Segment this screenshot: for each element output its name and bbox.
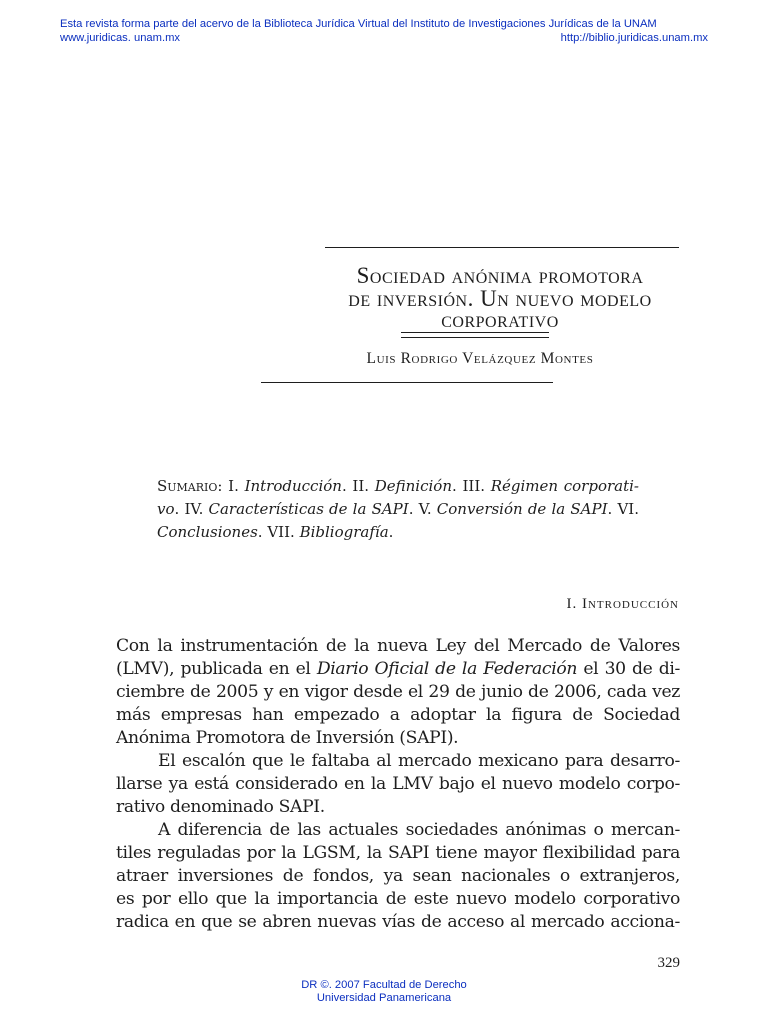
body-line: atraer inversiones de fondos, ya sean nacionales o extranjeros, (116, 866, 680, 886)
summary-item-3: Régimen corporati- (490, 477, 639, 495)
body-line: radica en que se abren nuevas vías de acceso al mercado acciona- (116, 912, 680, 932)
section-heading: I. Introducción (566, 596, 679, 612)
title-top-rule (325, 247, 679, 248)
publisher-line: Universidad Panamericana (316, 992, 452, 1004)
body-line: es por ello que la importancia de este nuevo modelo corporativo (116, 889, 680, 909)
body-line: (LMV), publicada en el Diario Oficial de la Federación el 30 de di- (116, 659, 680, 679)
juridicas-link[interactable]: www.juridicas. unam.mx (60, 32, 180, 44)
body-line: ciembre de 2005 y en vigor desde el 29 de junio de 2006, cada vez (116, 682, 680, 702)
body-line: más empresas han empezado a adoptar la figura de Sociedad (116, 705, 680, 725)
summary-line-3: Conclusiones. VII. Bibliografía. (157, 523, 394, 541)
body-line: Con la instrumentación de la nueva Ley del Mercado de Valores (116, 636, 680, 656)
article-title-line-2: de inversión. Un nuevo modelo (348, 286, 652, 311)
page-number: 329 (657, 955, 680, 971)
summary-line-2: vo. IV. Características de la SAPI. V. Conversión de la SAPI. VI. (157, 500, 639, 518)
summary-item-5: Conversión de la SAPI (436, 500, 608, 518)
copyright-line: DR ©. 2007 Facultad de Derecho (301, 979, 467, 991)
author-rule (261, 382, 553, 383)
body-line: El escalón que le faltaba al mercado mexicano para desarro- (158, 751, 680, 771)
library-notice: Esta revista forma parte del acervo de la Biblioteca Jurídica Virtual del Instituto de Investigaciones Jurídicas de la UNAM (60, 18, 657, 30)
summary-line-1: Sumario: I. Introducción. II. Definición. III. Régimen corporati- (157, 477, 639, 495)
article-author: Luis Rodrigo Velázquez Montes (366, 350, 594, 367)
body-line: rativo denominado SAPI. (116, 797, 325, 817)
summary-item-1: Introducción (244, 477, 342, 495)
body-line: tiles reguladas por la LGSM, la SAPI tiene mayor flexibilidad para (116, 843, 681, 863)
journal-name: Diario Oficial de la Federación (316, 659, 578, 679)
summary-item-7: Bibliografía (299, 523, 389, 541)
summary-item-2: Definición (374, 477, 452, 495)
article-title-line-3: corporativo (441, 307, 559, 332)
biblio-link[interactable]: http://biblio.juridicas.unam.mx (560, 32, 708, 44)
body-line: A diferencia de las actuales sociedades anónimas o mercan- (158, 820, 680, 840)
article-title-line-1: Sociedad anónima promotora (356, 263, 644, 288)
summary-label: Sumario: (157, 477, 223, 495)
body-line: llarse ya está considerado en la LMV bajo el nuevo modelo corpo- (116, 774, 680, 794)
title-double-rule-top (401, 332, 549, 333)
body-line: Anónima Promotora de Inversión (SAPI). (116, 728, 459, 748)
title-double-rule-bottom (401, 337, 549, 338)
summary-item-4: Características de la SAPI (208, 500, 409, 518)
summary-item-6: Conclusiones (157, 523, 258, 541)
